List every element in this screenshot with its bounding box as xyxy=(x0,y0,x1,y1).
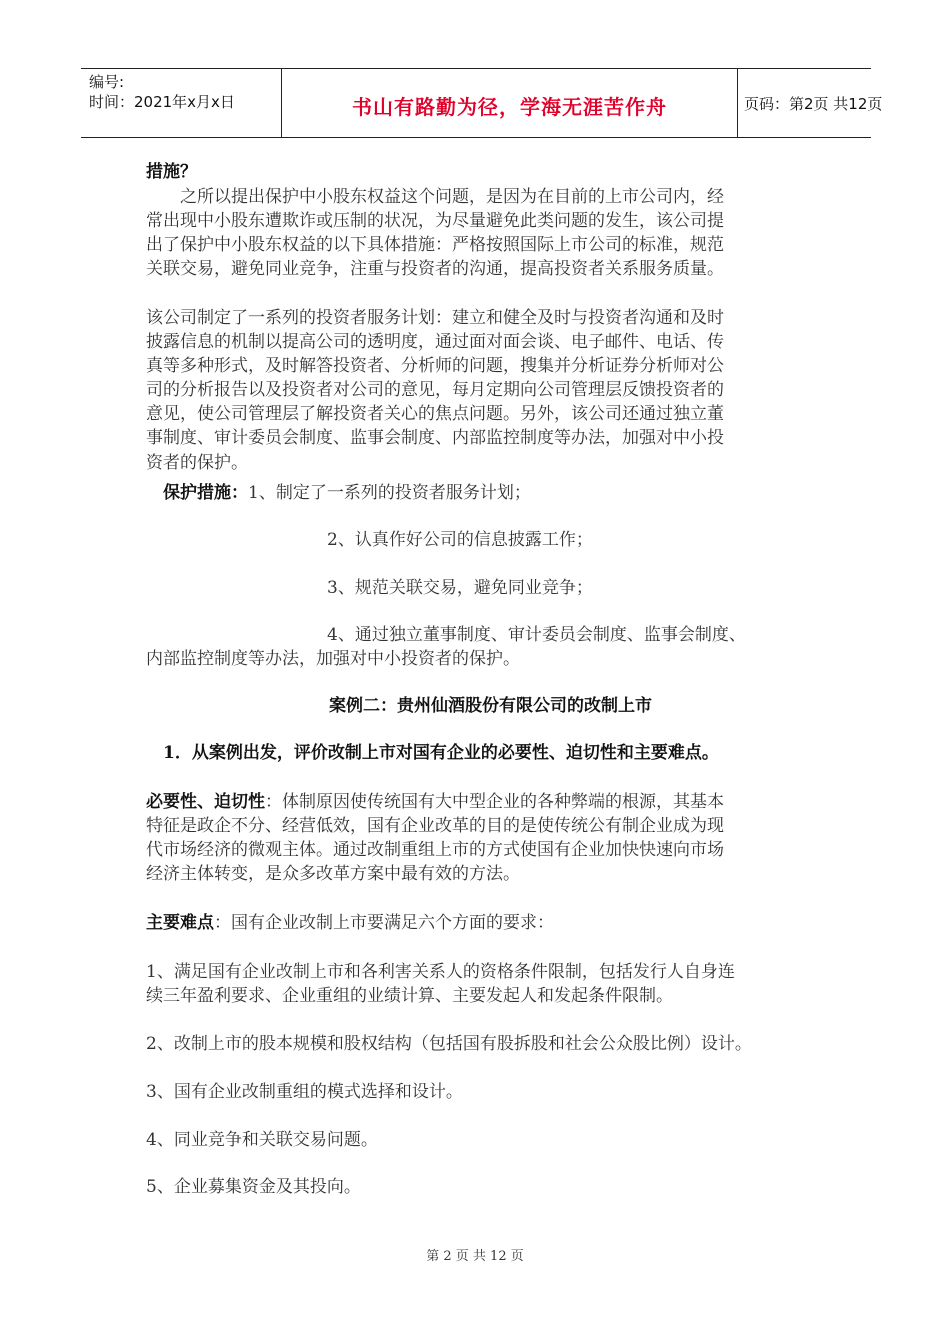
header-motto: 书山有路勤为径，学海无涯苦作舟 xyxy=(352,95,667,119)
paragraph-line: 司的分析报告以及投资者对公司的意见，每月定期向公司管理层反馈投资者的 xyxy=(146,380,724,400)
protection-measures-label: 保护措施： xyxy=(163,483,248,503)
necessity-text: ：体制原因使传统国有大中型企业的各种弊端的根源，其基本 xyxy=(265,792,724,812)
paragraph-line: 常出现中小股东遭欺诈或压制的状况，为尽量避免此类问题的发生，该公司提 xyxy=(146,211,724,231)
difficulty-label: 主要难点 xyxy=(146,913,214,933)
paragraph-line: 关联交易，避免同业竞争，注重与投资者的沟通，提高投资者关系服务质量。 xyxy=(146,259,724,279)
paragraph-line: 资者的保护。 xyxy=(146,453,248,473)
protection-measure-item-continued: 内部监控制度等办法，加强对中小投资者的保护。 xyxy=(146,649,520,669)
header-page-code: 页码：第2页 共12页 xyxy=(744,95,883,113)
necessity-label: 必要性、迫切性 xyxy=(146,792,265,812)
header-meta-cell xyxy=(81,69,281,137)
difficulty-item: 5、企业募集资金及其投向。 xyxy=(146,1177,361,1197)
case-question: 1．从案例出发，评价改制上市对国有企业的必要性、迫切性和主要难点。 xyxy=(163,743,719,763)
difficulty-item: 1、满足国有企业改制上市和各利害关系人的资格条件限制，包括发行人自身连 xyxy=(146,962,735,982)
page-footer: 第 2 页 共 12 页 xyxy=(426,1249,524,1264)
paragraph-line: 披露信息的机制以提高公司的透明度，通过面对面会谈、电子邮件、电话、传 xyxy=(146,332,724,352)
paragraph-line: 特征是政企不分、经营低效，国有企业改革的目的是使传统公有制企业成为现 xyxy=(146,816,724,836)
difficulty-line xyxy=(146,911,554,935)
paragraph-line: 之所以提出保护中小股东权益这个问题，是因为在目前的上市公司内，经 xyxy=(180,187,724,207)
measures-heading: 措施？ xyxy=(146,162,197,182)
page-header xyxy=(81,68,883,138)
protection-measure-item: 3、规范关联交易，避免同业竞争； xyxy=(327,578,593,598)
protection-measures-line xyxy=(163,481,531,505)
difficulty-item-continued: 续三年盈利要求、企业重组的业绩计算、主要发起人和发起条件限制。 xyxy=(146,986,673,1006)
difficulty-item: 2、改制上市的股本规模和股权结构（包括国有股拆股和社会公众股比例）设计。 xyxy=(146,1034,752,1054)
protection-measure-item: 2、认真作好公司的信息披露工作； xyxy=(327,530,593,550)
paragraph-line: 出了保护中小股东权益的以下具体措施：严格按照国际上市公司的标准，规范 xyxy=(146,235,724,255)
document-time-label: 时间：2021年x月x日 xyxy=(89,93,235,111)
protection-measure-item: 4、通过独立董事制度、审计委员会制度、监事会制度、 xyxy=(327,625,746,645)
paragraph-line: 该公司制定了一系列的投资者服务计划：建立和健全及时与投资者沟通和及时 xyxy=(146,308,724,328)
header-motto-cell xyxy=(281,69,738,137)
difficulty-text: ：国有企业改制上市要满足六个方面的要求： xyxy=(214,913,554,933)
paragraph-line: 事制度、审计委员会制度、监事会制度、内部监控制度等办法，加强对中小投 xyxy=(146,428,724,448)
document-number-label: 编号: xyxy=(89,73,125,91)
difficulty-item: 4、同业竞争和关联交易问题。 xyxy=(146,1130,378,1150)
difficulty-item: 3、国有企业改制重组的模式选择和设计。 xyxy=(146,1082,463,1102)
protection-measure-item: 1、制定了一系列的投资者服务计划； xyxy=(248,483,531,503)
header-page-cell xyxy=(737,69,883,137)
paragraph-line: 意见，使公司管理层了解投资者关心的焦点问题。另外，该公司还通过独立董 xyxy=(146,404,724,424)
paragraph-line: 代市场经济的微观主体。通过改制重组上市的方式使国有企业加快快速向市场 xyxy=(146,840,724,860)
paragraph-line: 经济主体转变，是众多改革方案中最有效的方法。 xyxy=(146,864,520,884)
necessity-line xyxy=(146,790,724,814)
paragraph-line: 真等多种形式，及时解答投资者、分析师的问题，搜集并分析证券分析师对公 xyxy=(146,356,724,376)
case-title: 案例二：贵州仙酒股份有限公司的改制上市 xyxy=(329,696,652,716)
